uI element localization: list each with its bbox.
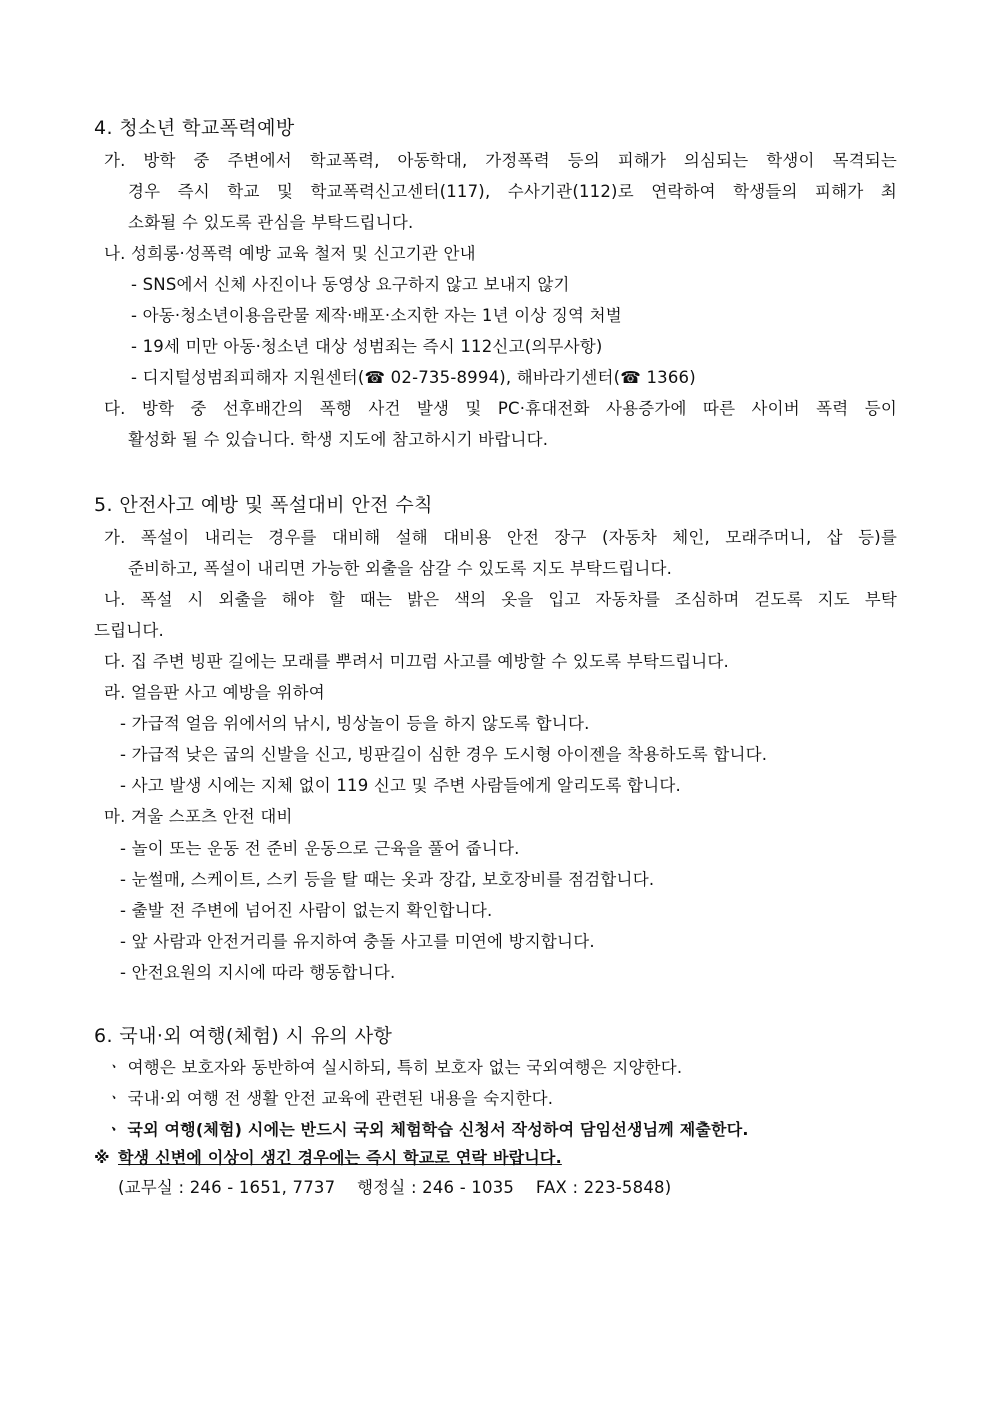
section-6-bold-item: ㆍ 국외 여행(체험) 시에는 반드시 국외 체험학습 신청서 작성하여 담임선생님께 제출한다.	[106, 1120, 749, 1139]
section-5-ma: 마. 겨울 스포츠 안전 대비	[104, 807, 293, 826]
section-6-item: ㆍ 국내·외 여행 전 생활 안전 교육에 관련된 내용을 숙지한다.	[106, 1089, 554, 1108]
contact-info: (교무실 : 246 - 1651, 7737 행정실 : 246 - 1035 FAX : 223-5848)	[118, 1178, 672, 1197]
section-6-title: 6. 국내·외 여행(체험) 시 유의 사항	[94, 1025, 393, 1047]
section-4-bullet: - 19세 미만 아동·청소년 대상 성범죄는 즉시 112신고(의무사항)	[131, 337, 603, 356]
section-5-ra-bullet: - 가급적 얼음 위에서의 낚시, 빙상놀이 등을 하지 않도록 합니다.	[120, 714, 590, 733]
section-5-title: 5. 안전사고 예방 및 폭설대비 안전 수칙	[94, 494, 433, 516]
section-5-ga-line2: 준비하고, 폭설이 내리면 가능한 외출을 삼갈 수 있도록 지도 부탁드립니다.	[128, 559, 673, 578]
section-4-ga-line1: 가. 방학 중 주변에서 학교폭력, 아동학대, 가정폭력 등의 피해가 의심되는 학생이 목격되는	[104, 151, 897, 170]
section-5-da: 다. 집 주변 빙판 길에는 모래를 뿌려서 미끄럼 사고를 예방할 수 있도록 부탁드립니다.	[104, 652, 729, 671]
section-5-na-line1: 나. 폭설 시 외출을 해야 할 때는 밝은 색의 옷을 입고 자동차를 조심하며 걷도록 지도 부탁	[104, 590, 897, 609]
section-5-na-line2: 드립니다.	[94, 621, 165, 640]
section-5-ma-bullet: - 놀이 또는 운동 전 준비 운동으로 근육을 풀어 줍니다.	[120, 839, 520, 858]
notice-mark: ※	[94, 1148, 110, 1167]
section-5-ra-bullet: - 가급적 낮은 굽의 신발을 신고, 빙판길이 심한 경우 도시형 아이젠을 착용하도록 합니다.	[120, 745, 768, 764]
section-5-ma-bullet: - 출발 전 주변에 넘어진 사람이 없는지 확인합니다.	[120, 901, 493, 920]
section-4-ga-line3: 소화될 수 있도록 관심을 부탁드립니다.	[128, 213, 414, 232]
notice-text: 학생 신변에 이상이 생긴 경우에는 즉시 학교로 연락 바랍니다.	[118, 1148, 562, 1167]
section-5-ra-bullet: - 사고 발생 시에는 지체 없이 119 신고 및 주변 사람들에게 알리도록 합니다.	[120, 776, 681, 795]
section-5-ma-bullet: - 안전요원의 지시에 따라 행동합니다.	[120, 963, 396, 982]
section-4-ga-line2: 경우 즉시 학교 및 학교폭력신고센터(117), 수사기관(112)로 연락하여 학생들의 피해가 최	[128, 182, 897, 201]
section-4-title: 4. 청소년 학교폭력예방	[94, 117, 295, 139]
section-4-bullet: - 디지털성범죄피해자 지원센터(☎ 02-735-8994), 해바라기센터(☎ 1366)	[131, 368, 696, 387]
section-4-da-line1: 다. 방학 중 선후배간의 폭행 사건 발생 및 PC·휴대전화 사용증가에 따른 사이버 폭력 등이	[104, 399, 897, 418]
section-6-item: ㆍ 여행은 보호자와 동반하여 실시하되, 특히 보호자 없는 국외여행은 지양한다.	[106, 1058, 683, 1077]
section-5-ra: 라. 얼음판 사고 예방을 위하여	[104, 683, 325, 702]
section-5-ma-bullet: - 앞 사람과 안전거리를 유지하여 충돌 사고를 미연에 방지합니다.	[120, 932, 595, 951]
section-4-da-line2: 활성화 될 수 있습니다. 학생 지도에 참고하시기 바랍니다.	[128, 430, 549, 449]
section-5-ma-bullet: - 눈썰매, 스케이트, 스키 등을 탈 때는 옷과 장갑, 보호장비를 점검합니다.	[120, 870, 655, 889]
section-5-ga-line1: 가. 폭설이 내리는 경우를 대비해 설해 대비용 안전 장구 (자동차 체인, 모래주머니, 삽 등)를	[104, 528, 897, 547]
section-4-bullet: - 아동·청소년이용음란물 제작·배포·소지한 자는 1년 이상 징역 처벌	[131, 306, 622, 325]
section-4-na: 나. 성희롱·성폭력 예방 교육 철저 및 신고기관 안내	[104, 244, 476, 263]
section-4-bullet: - SNS에서 신체 사진이나 동영상 요구하지 않고 보내지 않기	[131, 275, 570, 294]
